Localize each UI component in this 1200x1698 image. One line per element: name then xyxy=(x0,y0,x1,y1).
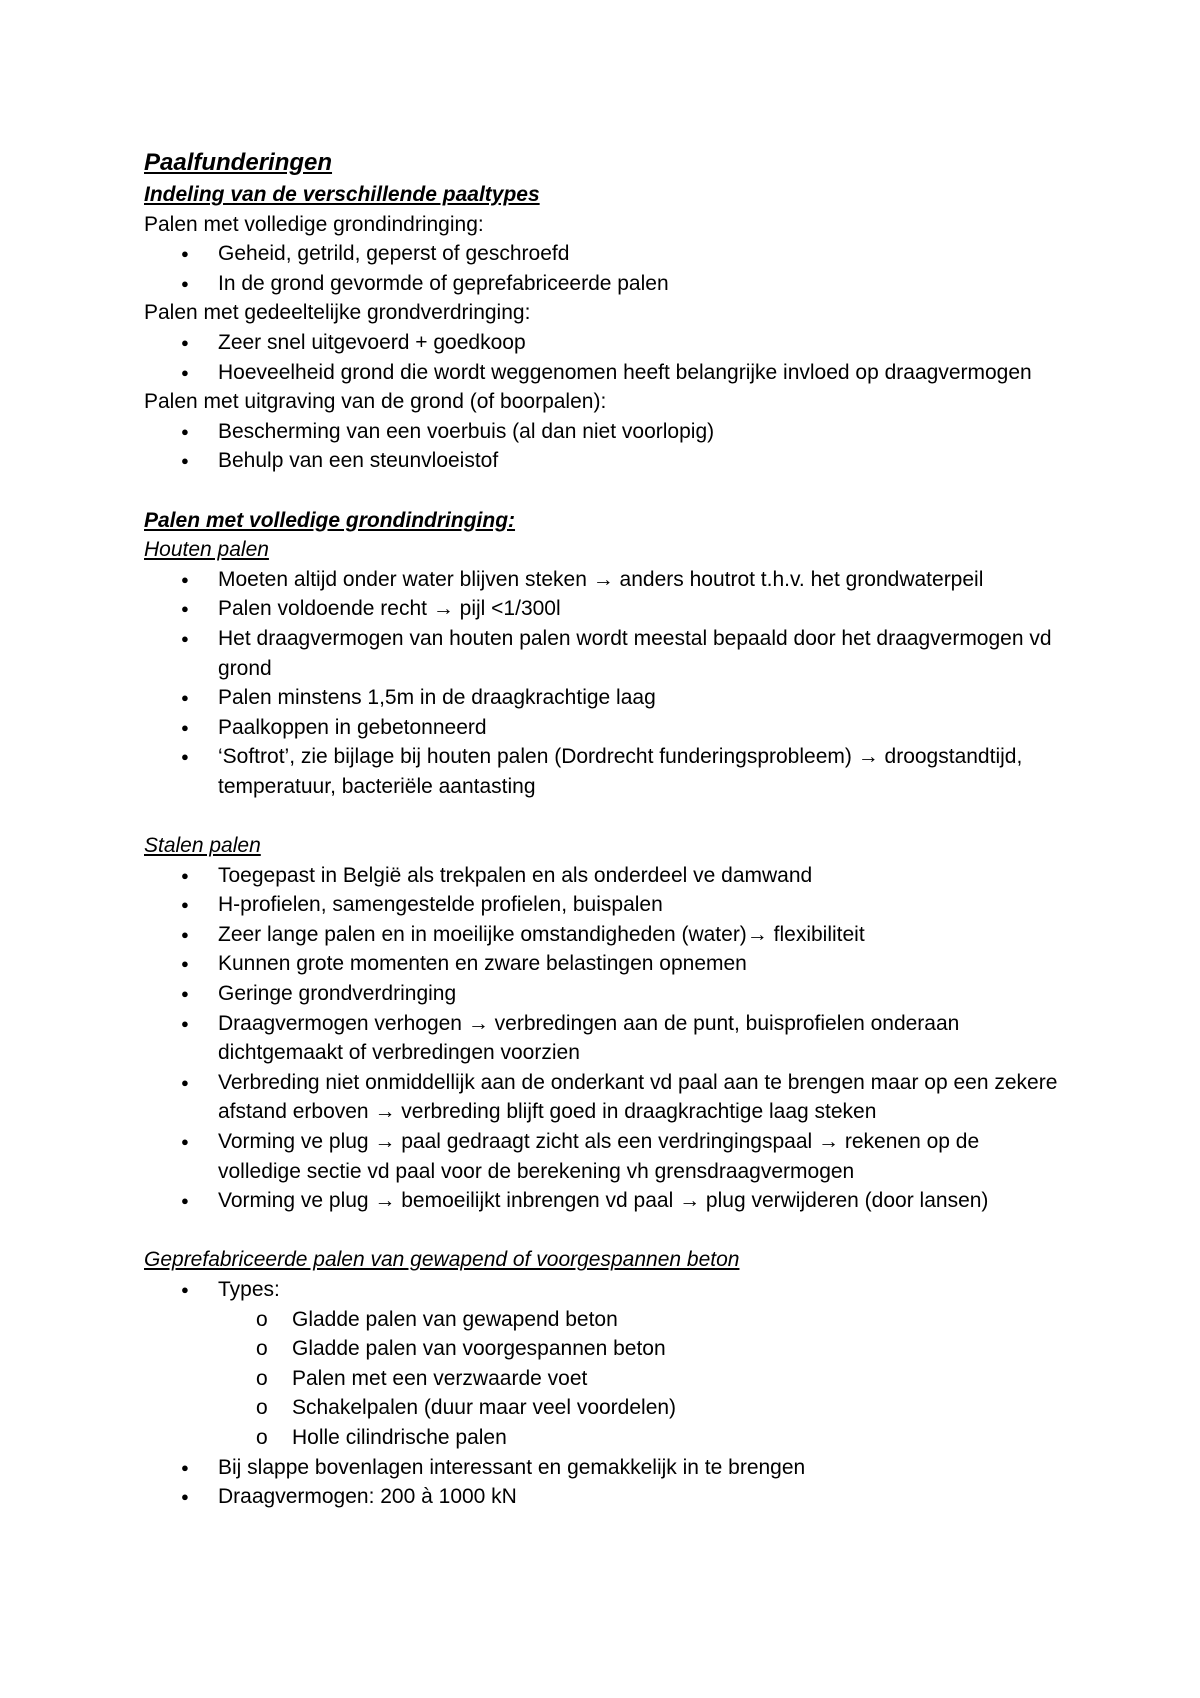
group-label: Palen met gedeeltelijke grondverdringing: xyxy=(144,301,531,325)
sub-list-item: o Schakelpalen (duur maar veel voordelen) xyxy=(144,1393,1064,1423)
bullet-list xyxy=(144,565,1064,802)
document-page xyxy=(144,146,1064,1512)
list-item: ● Verbreding niet onmiddellijk aan de onderkant vd paal aan te brengen maar op een zekere afstand erboven → verbreding blijft goed in draagkrachtige laag steken xyxy=(144,1068,1064,1127)
list-item: ● Zeer snel uitgevoerd + goedkoop xyxy=(144,328,1064,358)
group-label: Palen met uitgraving van de grond (of boorpalen): xyxy=(144,390,607,414)
list-item: ● Palen minstens 1,5m in de draagkrachtige laag xyxy=(144,683,1064,713)
spacer xyxy=(144,801,1064,831)
list-item: ● Hoeveelheid grond die wordt weggenomen heeft belangrijke invloed op draagvermogen xyxy=(144,358,1064,388)
list-item: ● Draagvermogen verhogen → verbredingen aan de punt, buisprofielen onderaan dichtgemaakt of verbredingen voorzien xyxy=(144,1009,1064,1068)
list-item: ● Palen voldoende recht → pijl <1/300l xyxy=(144,594,1064,624)
sub-list-item: o Gladde palen van gewapend beton xyxy=(144,1305,1064,1335)
section-heading: Palen met volledige grondindringing: xyxy=(144,508,516,532)
list-item: ● Behulp van een steunvloeistof xyxy=(144,446,1064,476)
subsection-heading: Houten palen xyxy=(144,538,269,562)
section-heading: Indeling van de verschillende paaltypes xyxy=(144,183,540,206)
list-item: ● In de grond gevormde of geprefabriceerde palen xyxy=(144,269,1064,299)
bullet-list xyxy=(144,328,1064,387)
page-title: Paalfunderingen xyxy=(144,149,333,176)
subsection-heading: Geprefabriceerde palen van gewapend of voorgespannen beton xyxy=(144,1248,740,1272)
group-label: Palen met volledige grondindringing: xyxy=(144,212,484,236)
bullet-list xyxy=(144,861,1064,1216)
list-item: ● Bij slappe bovenlagen interessant en gemakkelijk in te brengen xyxy=(144,1453,1064,1483)
list-item: ● Paalkoppen in gebetonneerd xyxy=(144,713,1064,743)
list-item: ● Types: xyxy=(144,1275,1064,1305)
sub-bullet-list xyxy=(144,1305,1064,1453)
bullet-list xyxy=(144,1453,1064,1512)
list-item: ● Moeten altijd onder water blijven steken → anders houtrot t.h.v. het grondwaterpeil xyxy=(144,565,1064,595)
bullet-list xyxy=(144,239,1064,298)
spacer xyxy=(144,1216,1064,1246)
list-item: ● Geheid, getrild, geperst of geschroefd xyxy=(144,239,1064,269)
list-item: ● Draagvermogen: 200 à 1000 kN xyxy=(144,1482,1064,1512)
list-item: ● Vorming ve plug → paal gedraagt zicht als een verdringingspaal → rekenen op de volledige sectie vd paal voor de berekening vh grensdraagvermogen xyxy=(144,1127,1064,1186)
list-item: ● Zeer lange palen en in moeilijke omstandigheden (water)→ flexibiliteit xyxy=(144,920,1064,950)
sub-list-item: o Holle cilindrische palen xyxy=(144,1423,1064,1453)
list-item: ● Geringe grondverdringing xyxy=(144,979,1064,1009)
list-item: ● Bescherming van een voerbuis (al dan niet voorlopig) xyxy=(144,417,1064,447)
sub-list-item: o Palen met een verzwaarde voet xyxy=(144,1364,1064,1394)
subsection-heading: Stalen palen xyxy=(144,834,261,858)
list-item: ● H-profielen, samengestelde profielen, buispalen xyxy=(144,890,1064,920)
bullet-list xyxy=(144,1275,1064,1305)
list-item: ● Kunnen grote momenten en zware belastingen opnemen xyxy=(144,949,1064,979)
bullet-list xyxy=(144,417,1064,476)
list-item: ● Toegepast in België als trekpalen en als onderdeel ve damwand xyxy=(144,861,1064,891)
spacer xyxy=(144,476,1064,506)
sub-list-item: o Gladde palen van voorgespannen beton xyxy=(144,1334,1064,1364)
list-item: ● Vorming ve plug → bemoeilijkt inbrengen vd paal → plug verwijderen (door lansen) xyxy=(144,1186,1064,1216)
list-item: ● Het draagvermogen van houten palen wordt meestal bepaald door het draagvermogen vd grond xyxy=(144,624,1064,683)
list-item: ● ‘Softrot’, zie bijlage bij houten palen (Dordrecht funderingsprobleem) → droogstandtijd, temperatuur, bacteriële aantasting xyxy=(144,742,1064,801)
